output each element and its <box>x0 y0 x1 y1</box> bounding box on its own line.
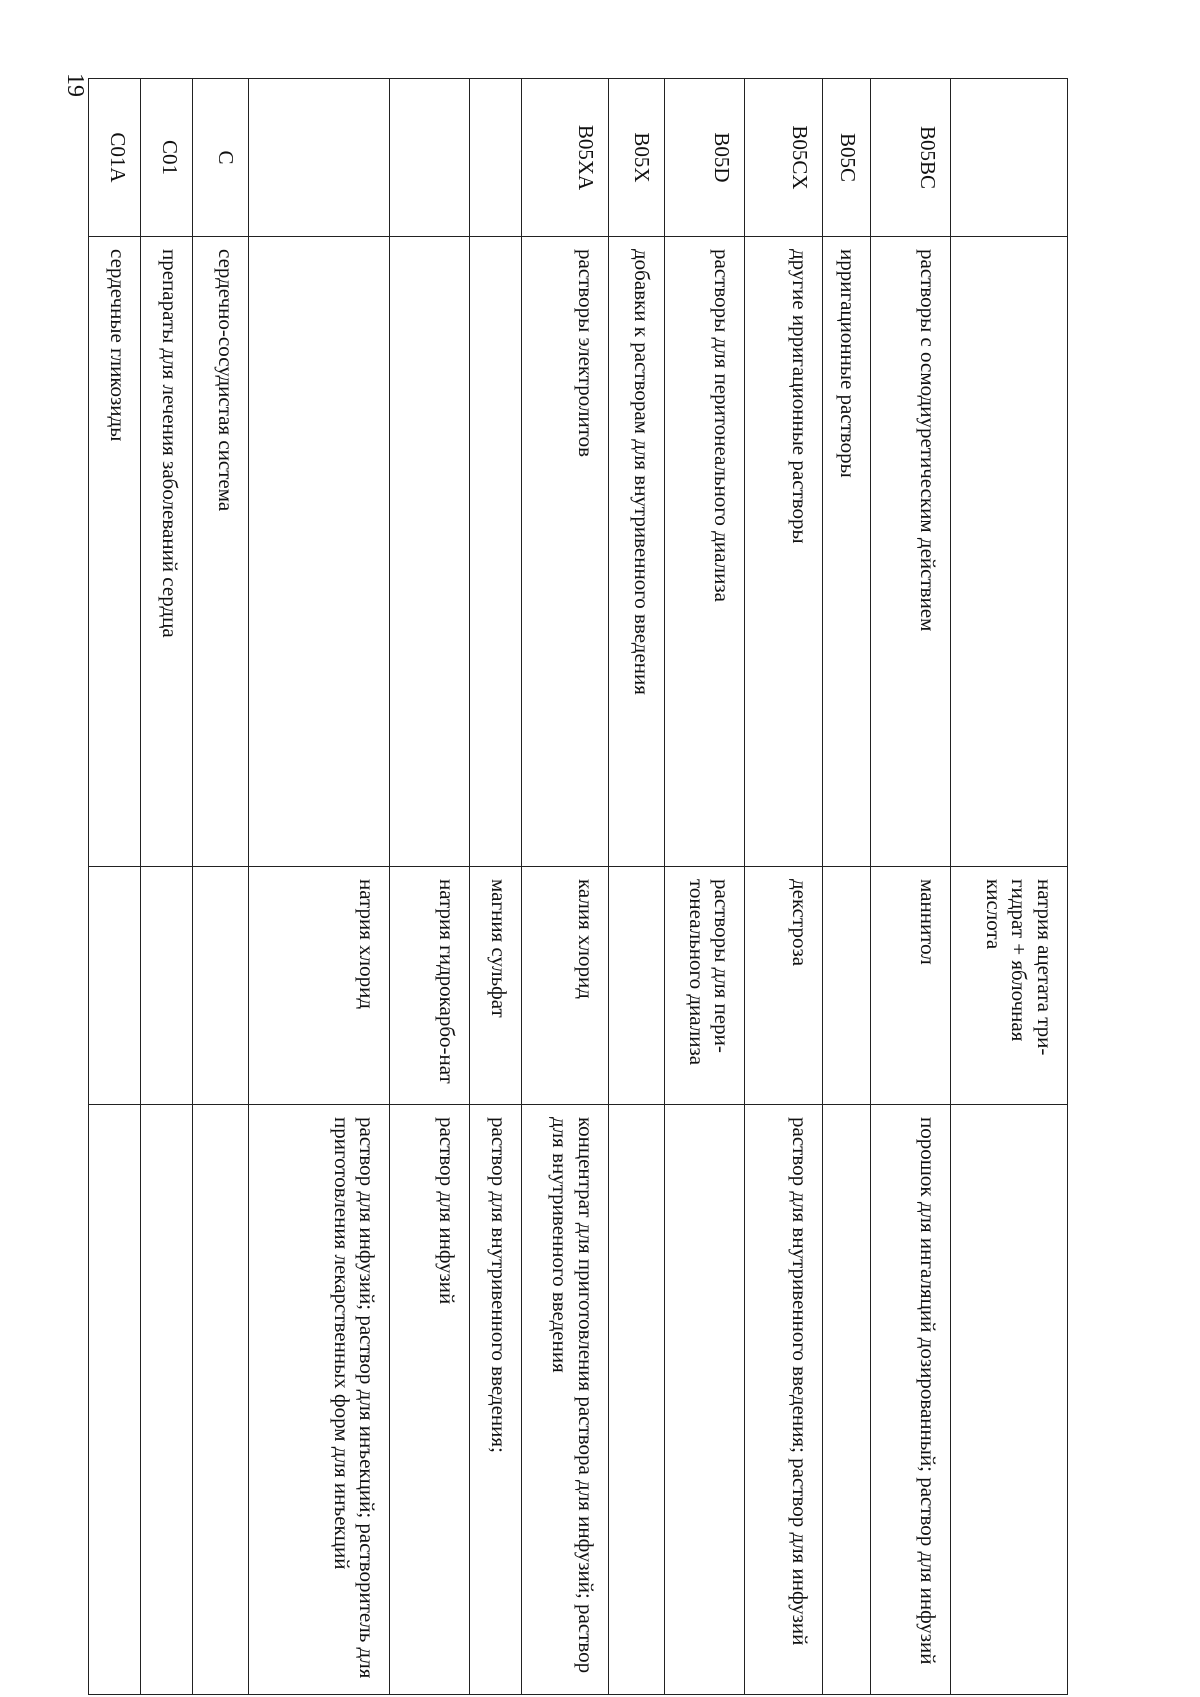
drug-name <box>823 867 871 1105</box>
atc-code: B05BC <box>870 79 950 237</box>
dosage-form <box>193 1105 249 1695</box>
rotated-page-content <box>88 78 1068 1694</box>
group-name: сердечные гликозиды <box>89 237 141 867</box>
group-name <box>951 237 1068 867</box>
table-row <box>665 79 745 1695</box>
atc-code: B05D <box>665 79 745 237</box>
atc-code: C <box>193 79 249 237</box>
table-row <box>951 79 1068 1695</box>
dosage-form <box>89 1105 141 1695</box>
drug-name <box>608 867 664 1105</box>
atc-code: C01 <box>141 79 193 237</box>
dosage-form <box>823 1105 871 1695</box>
table-row <box>141 79 193 1695</box>
dosage-form <box>608 1105 664 1695</box>
table-row <box>823 79 871 1695</box>
group-name: растворы для перитонеального диализа <box>665 237 745 867</box>
dosage-form: раствор для инфузий; раствор для инъекций; растворитель для приготовления лекарственных форм для инъекций <box>249 1105 390 1695</box>
group-name <box>470 237 522 867</box>
atc-code: B05CX <box>745 79 823 237</box>
atc-code: C01A <box>89 79 141 237</box>
atc-code: B05XA <box>522 79 609 237</box>
drug-name: декстроза <box>745 867 823 1105</box>
atc-code <box>390 79 470 237</box>
dosage-form: раствор для внутривенного введения; раствор для инфузий <box>745 1105 823 1695</box>
drug-name: калия хлорид <box>522 867 609 1105</box>
table-row <box>390 79 470 1695</box>
table-row <box>193 79 249 1695</box>
drug-name <box>141 867 193 1105</box>
group-name: сердечно-сосудистая система <box>193 237 249 867</box>
dosage-form <box>665 1105 745 1695</box>
drug-name: магния сульфат <box>470 867 522 1105</box>
drug-table <box>88 78 1068 1695</box>
drug-name: маннитол <box>870 867 950 1105</box>
drug-name: растворы для пери-тонеального диализа <box>665 867 745 1105</box>
drug-name: натрия гидрокарбо-нат <box>390 867 470 1105</box>
table-row <box>89 79 141 1695</box>
drug-name <box>193 867 249 1105</box>
drug-name: натрия ацетата три-гидрат + яблочная кислота <box>951 867 1068 1105</box>
group-name: добавки к растворам для внутривенного введения <box>608 237 664 867</box>
dosage-form <box>951 1105 1068 1695</box>
table-row <box>870 79 950 1695</box>
group-name: препараты для лечения заболеваний сердца <box>141 237 193 867</box>
dosage-form: раствор для внутривенного введения; <box>470 1105 522 1695</box>
atc-code <box>249 79 390 237</box>
dosage-form: концентрат для приготовления раствора для инфузий; раствор для внутривенного введения <box>522 1105 609 1695</box>
table-row <box>470 79 522 1695</box>
table-row <box>249 79 390 1695</box>
group-name <box>390 237 470 867</box>
group-name: ирригационные растворы <box>823 237 871 867</box>
table-row <box>745 79 823 1695</box>
dosage-form: порошок для ингаляций дозированный; раствор для инфузий <box>870 1105 950 1695</box>
atc-code: B05X <box>608 79 664 237</box>
atc-code: B05C <box>823 79 871 237</box>
table-row <box>522 79 609 1695</box>
table-row <box>608 79 664 1695</box>
group-name: растворы электролитов <box>522 237 609 867</box>
group-name <box>249 237 390 867</box>
group-name: другие ирригационные растворы <box>745 237 823 867</box>
drug-name <box>89 867 141 1105</box>
atc-code <box>951 79 1068 237</box>
drug-name: натрия хлорид <box>249 867 390 1105</box>
dosage-form: раствор для инфузий <box>390 1105 470 1695</box>
group-name: растворы с осмодиуретическим действием <box>870 237 950 867</box>
dosage-form <box>141 1105 193 1695</box>
atc-code <box>470 79 522 237</box>
page-number: 19 <box>62 73 88 97</box>
